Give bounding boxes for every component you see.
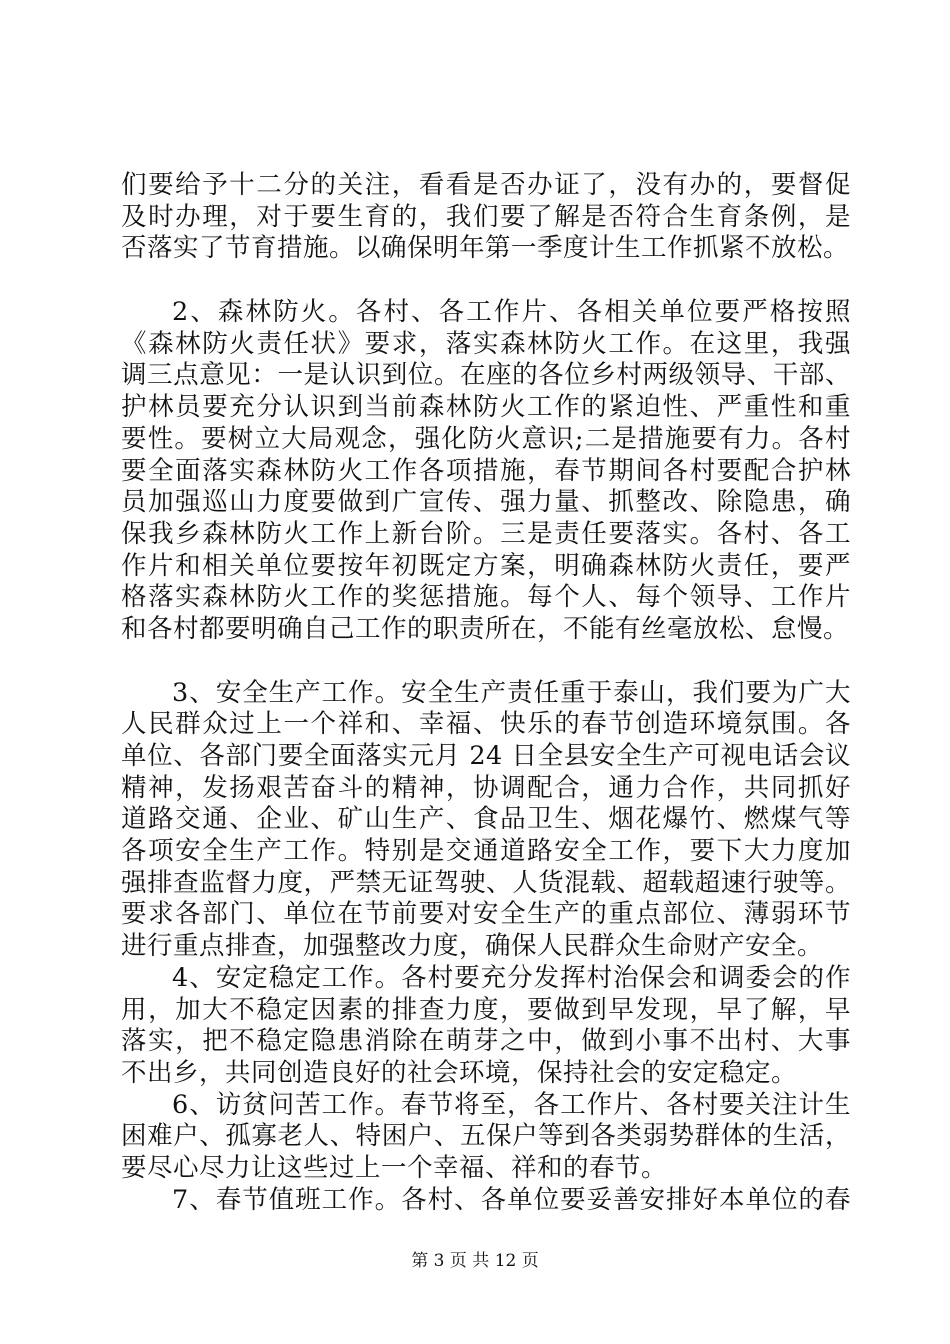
text-line: 员加强巡山力度要做到广宣传、强力量、抓整改、除隐患，确 bbox=[121, 487, 851, 518]
text-line: 2、森林防火。各村、各工作片、各相关单位要严格按照 bbox=[172, 297, 851, 328]
text-line: 精神，发扬艰苦奋斗的精神，协调配合，通力合作，共同抓好 bbox=[121, 772, 851, 803]
paragraph-gap bbox=[121, 265, 851, 297]
text-line: 落实，把不稳定隐患消除在萌芽之中，做到小事不出村、大事 bbox=[121, 1026, 851, 1057]
text-line: 们要给予十二分的关注，看看是否办证了，没有办的，要督促 bbox=[121, 170, 851, 200]
text-line: 《森林防火责任状》要求，落实森林防火工作。在这里，我强 bbox=[121, 328, 851, 359]
text-line: 调三点意见：一是认识到位。在座的各位乡村两级领导、干部、 bbox=[121, 360, 851, 391]
text-line: 保我乡森林防火工作上新台阶。三是责任要落实。各村、各工 bbox=[121, 518, 851, 549]
text-line: 要求各部门、单位在节前要对安全生产的重点部位、薄弱环节 bbox=[121, 899, 851, 930]
text-line: 要性。要树立大局观念，强化防火意识;二是措施要有力。各村 bbox=[121, 423, 851, 454]
text-line: 用，加大不稳定因素的排查力度，要做到早发现，早了解，早 bbox=[121, 994, 851, 1025]
text-line: 困难户、孤寡老人、特困户、五保户等到各类弱势群体的生活， bbox=[121, 1121, 851, 1152]
text-line: 7、春节值班工作。各村、各单位要妥善安排好本单位的春 bbox=[172, 1184, 851, 1215]
text-line: 3、安全生产工作。安全生产责任重于泰山，我们要为广大 bbox=[172, 677, 851, 708]
document-body bbox=[121, 170, 851, 1216]
text-line: 不出乡，共同创造良好的社会环境，保持社会的安定稳定。 bbox=[121, 1057, 798, 1088]
text-line: 要全面落实森林防火工作各项措施，春节期间各村要配合护林 bbox=[121, 455, 851, 486]
text-line: 要尽心尽力让这些过上一个幸福、祥和的春节。 bbox=[121, 1152, 668, 1183]
paragraph-gap bbox=[121, 646, 851, 678]
text-line: 和各村都要明确自己工作的职责所在，不能有丝毫放松、怠慢。 bbox=[121, 613, 850, 644]
text-line: 及时办理，对于要生育的，我们要了解是否符合生育条例，是 bbox=[121, 201, 851, 232]
text-line: 护林员要充分认识到当前森林防火工作的紧迫性、严重性和重 bbox=[121, 392, 851, 423]
text-line: 各项安全生产工作。特别是交通道路安全工作，要下大力度加 bbox=[121, 836, 851, 867]
text-line: 强排查监督力度，严禁无证驾驶、人货混载、超载超速行驶等。 bbox=[121, 867, 851, 898]
text-line: 单位、各部门要全面落实元月 24 日全县安全生产可视电话会议 bbox=[121, 741, 851, 771]
page-number-footer: 第 3 页 共 12 页 bbox=[411, 1251, 539, 1271]
text-line: 格落实森林防火工作的奖惩措施。每个人、每个领导、工作片 bbox=[121, 582, 851, 613]
text-line: 人民群众过上一个祥和、幸福、快乐的春节创造环境氛围。各 bbox=[121, 709, 851, 740]
text-line: 作片和相关单位要按年初既定方案，明确森林防火责任，要严 bbox=[121, 550, 851, 581]
text-line: 进行重点排查，加强整改力度，确保人民群众生命财产安全。 bbox=[121, 931, 824, 962]
text-line: 4、安定稳定工作。各村要充分发挥村治保会和调委会的作 bbox=[172, 962, 851, 993]
text-line: 否落实了节育措施。以确保明年第一季度计生工作抓紧不放松。 bbox=[121, 233, 850, 264]
text-line: 6、访贫问苦工作。春节将至，各工作片、各村要关注计生 bbox=[172, 1089, 851, 1120]
text-line: 道路交通、企业、矿山生产、食品卫生、烟花爆竹、燃煤气等 bbox=[121, 804, 851, 835]
